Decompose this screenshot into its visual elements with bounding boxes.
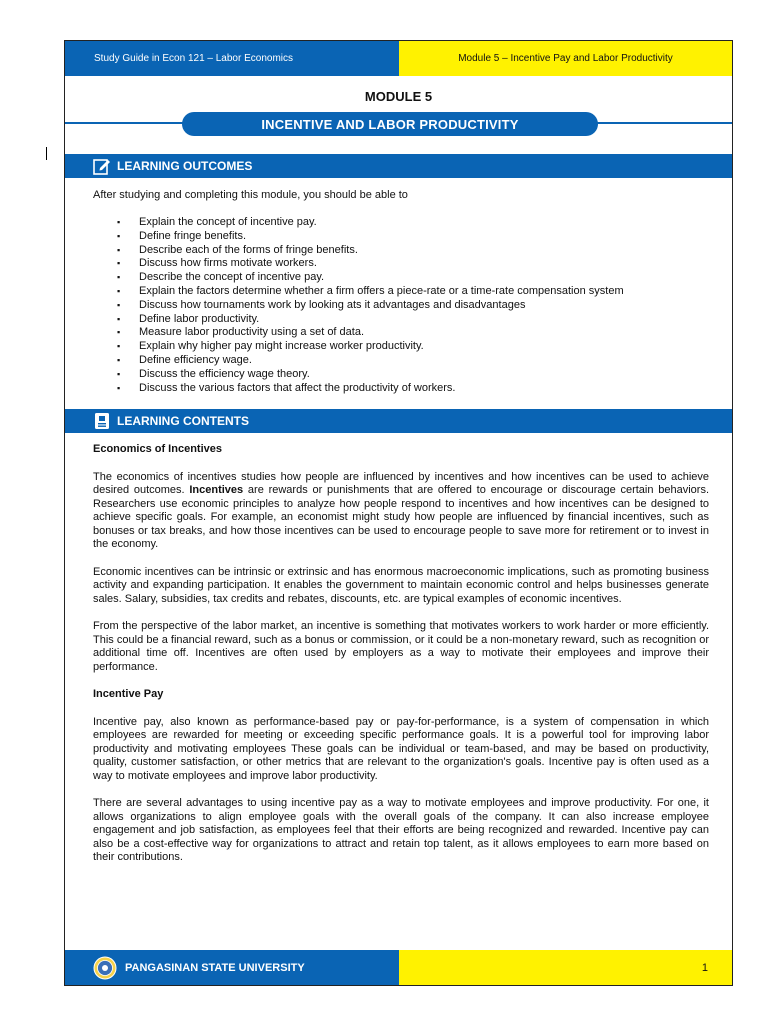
paragraph-incentive-pay: Incentive pay, also known as performance-based pay or pay-for-performance, is a system of compensation in which employees are rewarded for meeting or exceeding specific performance goals. It is a powerful tool for improving labor productivity and motivating employees These goals can be individual or team-based, and may be based on productivity, quality, customer satisfaction, or other metrics that are relevant to the organization's goals. Incentive pay is often used as a way to motivate employees and improve labor productivity. bbox=[93, 715, 709, 782]
footer-university bbox=[65, 950, 399, 985]
learning-contents-heading: LEARNING CONTENTS bbox=[117, 414, 249, 428]
learning-outcomes-bar bbox=[65, 154, 732, 178]
page-header bbox=[65, 41, 732, 76]
paragraph-incentives-intro bbox=[93, 471, 709, 552]
learning-outcomes-heading: LEARNING OUTCOMES bbox=[117, 159, 253, 173]
outcome-item: ▪ Explain the concept of incentive pay. bbox=[117, 216, 624, 230]
module-title: INCENTIVE AND LABOR PRODUCTIVITY bbox=[182, 112, 598, 136]
footer-page-number-area bbox=[399, 950, 732, 985]
module-number: MODULE 5 bbox=[364, 89, 433, 104]
p1-bold-term: Incentives bbox=[189, 484, 244, 496]
university-seal-icon bbox=[93, 956, 117, 980]
header-module-title: Module 5 – Incentive Pay and Labor Productivity bbox=[399, 41, 732, 76]
book-icon bbox=[93, 412, 111, 430]
outcome-item: ▪ Discuss the efficiency wage theory. bbox=[117, 368, 624, 382]
outcome-item: ▪ Explain why higher pay might increase worker productivity. bbox=[117, 340, 624, 354]
outcome-item: ▪ Define fringe benefits. bbox=[117, 230, 624, 244]
header-course-title: Study Guide in Econ 121 – Labor Economics bbox=[65, 41, 399, 76]
outcome-item: ▪ Define efficiency wage. bbox=[117, 354, 624, 368]
outcome-item: ▪ Explain the factors determine whether a firm offers a piece-rate or a time-rate compensation system bbox=[117, 285, 624, 299]
paragraph-economic-incentives: Economic incentives can be intrinsic or extrinsic and has enormous macroeconomic implications, such as promoting business activity and expanding participation. It enables the government to maintain economic control and helps businesses generate sales. Salary, subsidies, tax credits and rebates, discounts, etc. are typical examples of economic incentives. bbox=[93, 565, 709, 605]
outcomes-list bbox=[117, 216, 624, 395]
learning-contents-body bbox=[93, 443, 709, 865]
university-name: PANGASINAN STATE UNIVERSITY bbox=[125, 961, 305, 974]
section-heading-economics: Economics of Incentives bbox=[93, 443, 222, 455]
p1-text-b: are rewards or punishments that are offered to encourage or discourage certain behaviors. Researchers use economic principles to analyze how people respond to incentives and how incentives can be designed to achieve specific goals. For example, an economist might study how people are influenced by financial incentives, such as bonuses or tax breaks, and how those incentives can be used to encourage people to save more for retirement or to invest in the economy. bbox=[93, 484, 710, 550]
outcome-item: ▪ Discuss how firms motivate workers. bbox=[117, 257, 624, 271]
outcome-item: ▪ Describe the concept of incentive pay. bbox=[117, 271, 624, 285]
document-page bbox=[64, 40, 733, 986]
page-number: 1 bbox=[701, 961, 708, 974]
learning-contents-bar bbox=[65, 409, 732, 433]
outcome-item: ▪ Discuss the various factors that affect the productivity of workers. bbox=[117, 382, 624, 396]
outcome-item: ▪ Describe each of the forms of fringe benefits. bbox=[117, 244, 624, 258]
paragraph-advantages: There are several advantages to using incentive pay as a way to motivate employees and improve productivity. For one, it allows organizations to align employee goals with the overall goals of the company. It can also increase employee engagement and job satisfaction, as employees feel that their efforts are being recognized and rewarded. Incentive pay can also be a cost-effective way for organizations to attract and retain top talent, as it allows employees to earn more based on their contributions. bbox=[93, 797, 709, 863]
edit-note-icon bbox=[93, 157, 111, 175]
page-footer bbox=[65, 950, 732, 985]
outcome-item: ▪ Discuss how tournaments work by looking ats it advantages and disadvantages bbox=[117, 299, 624, 313]
outcome-item: ▪ Define labor productivity. bbox=[117, 313, 624, 327]
p1-text-a: The economics of incentives studies how people are influenced by incentives and how incentives can be used to achieve desired outcomes. bbox=[93, 470, 709, 496]
section-heading-incentive-pay: Incentive Pay bbox=[93, 688, 164, 700]
paragraph-labor-market: From the perspective of the labor market, an incentive is something that motivates workers to work harder or more efficiently. This could be a financial reward, such as a bonus or commission, or it could be a non-monetary reward, such as recognition or additional time off. Incentives are often used by employers as a way to motivate their employees and improve their performance. bbox=[93, 620, 709, 673]
outcome-item: ▪ Measure labor productivity using a set of data. bbox=[117, 326, 624, 340]
outcomes-intro: After studying and completing this module, you should be able to bbox=[93, 189, 408, 201]
text-cursor bbox=[46, 147, 47, 160]
